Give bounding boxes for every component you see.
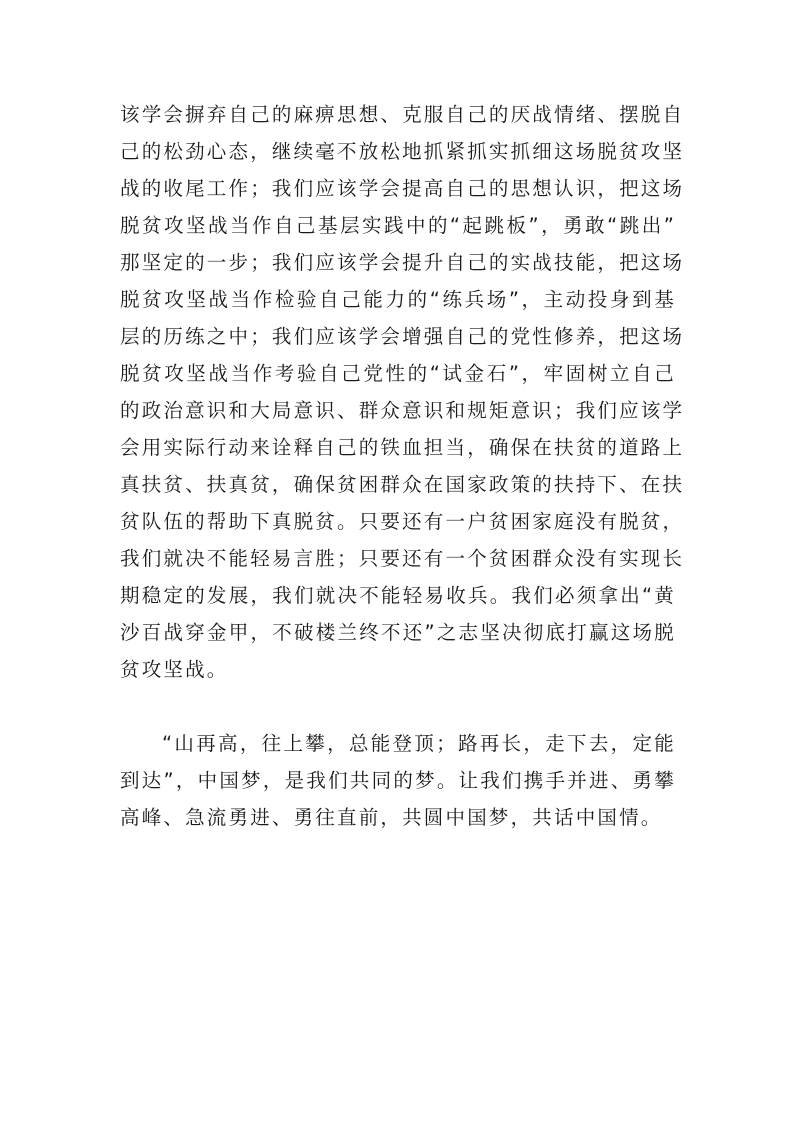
text-line: 脱贫攻坚战当作自己基层实践中的“起跳板”，勇敢“跳出”	[120, 214, 676, 237]
text-line: 战的收尾工作；我们应该学会提高自己的思想认识，把这场	[120, 177, 685, 200]
paragraph-2	[120, 725, 676, 836]
text-line: 真扶贫、扶真贫，确保贫困群众在国家政策的扶持下、在扶	[120, 473, 685, 496]
text-line: 己的松劲心态，继续毫不放松地抓紧抓实抓细这场脱贫攻坚	[120, 140, 685, 163]
text-line: 脱贫攻坚战当作检验自己能力的“练兵场”，主动投身到基	[120, 288, 676, 311]
paragraph-spacer	[120, 688, 676, 725]
text-line: 层的历练之中；我们应该学会增强自己的党性修养，把这场	[120, 325, 685, 348]
text-line: 沙百战穿金甲，不破楼兰终不还”之志坚决彻底打赢这场脱	[120, 621, 676, 644]
text-line: 我们就决不能轻易言胜；只要还有一个贫困群众没有实现长	[120, 547, 685, 570]
text-line: 贫攻坚战。	[120, 658, 229, 681]
text-line: 期稳定的发展，我们就决不能轻易收兵。我们必须拿出“黄	[120, 584, 676, 607]
text-line: “山再高，往上攀，总能登顶；路再长，走下去，定能	[162, 732, 676, 755]
text-line: 该学会摒弃自己的麻痹思想、克服自己的厌战情绪、摆脱自	[120, 103, 685, 126]
text-line: 脱贫攻坚战当作考验自己党性的“试金石”，牢固树立自己	[120, 362, 676, 385]
document-body	[120, 96, 685, 836]
text-line: 会用实际行动来诠释自己的铁血担当，确保在扶贫的道路上	[120, 436, 685, 459]
text-line: 那坚定的一步；我们应该学会提升自己的实战技能，把这场	[120, 251, 685, 274]
text-line: 贫队伍的帮助下真脱贫。只要还有一户贫困家庭没有脱贫，	[120, 510, 685, 533]
text-line: 到达”，中国梦，是我们共同的梦。让我们携手并进、勇攀	[120, 769, 676, 792]
paragraph-1	[120, 96, 685, 688]
text-line: 高峰、急流勇进、勇往直前，共圆中国梦，共话中国情。	[120, 806, 663, 829]
text-line: 的政治意识和大局意识、群众意识和规矩意识；我们应该学	[120, 399, 685, 422]
